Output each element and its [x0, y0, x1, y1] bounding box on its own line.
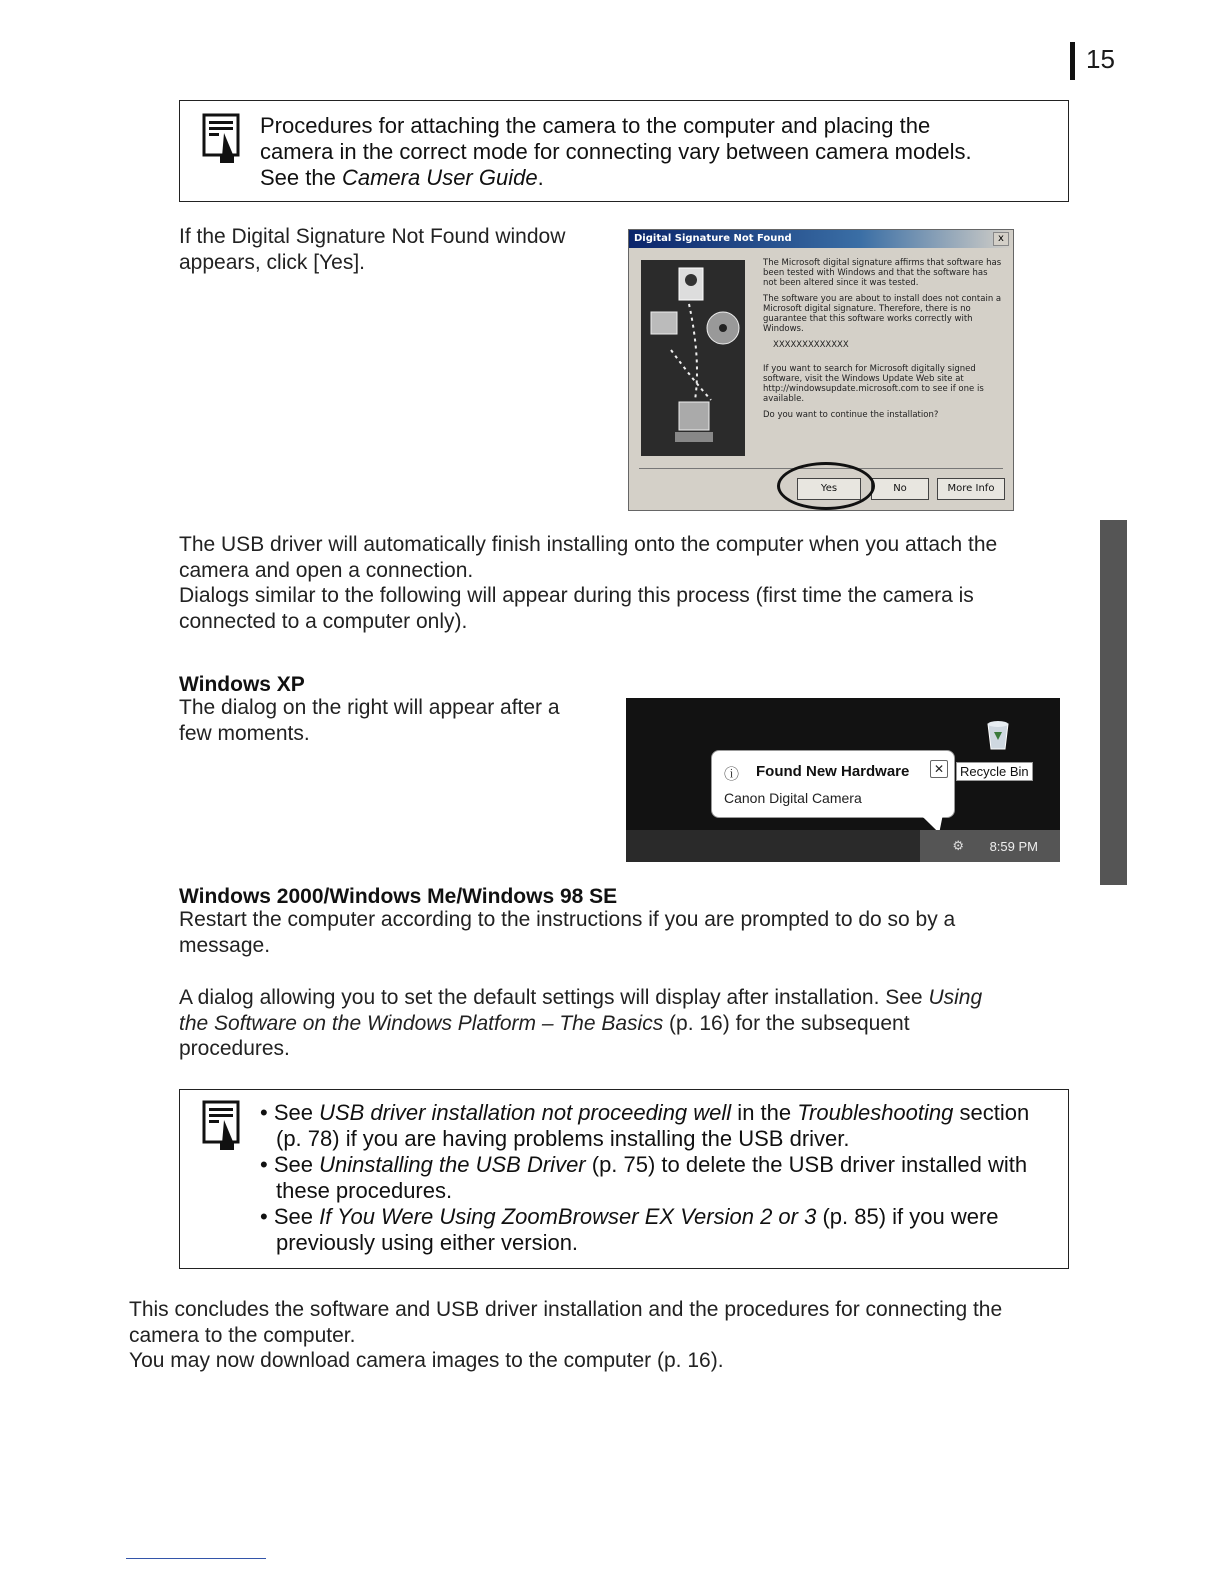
conclusion-paragraph	[129, 1297, 1089, 1374]
dialog-paragraph: The software you are about to install does not contain a Microsoft digital signature. Therefore, there is no guarantee that this software works correctly with Windows.	[763, 294, 1002, 334]
bullet-text: in the	[731, 1100, 798, 1125]
chapter-side-tab	[1100, 520, 1127, 885]
default-settings-paragraph	[179, 985, 1079, 1062]
bullet-text: • See	[260, 1204, 320, 1229]
text-line	[179, 1011, 1079, 1037]
balloon-message: Canon Digital Camera	[724, 790, 862, 806]
troubleshooting-section-reference: Troubleshooting	[797, 1100, 954, 1125]
page-number: 15	[1086, 44, 1115, 74]
note-text	[260, 113, 1060, 191]
windows-2000-text	[179, 907, 1079, 958]
balloon-title: Found New Hardware	[756, 763, 910, 780]
usb-driver-paragraph	[179, 532, 1079, 635]
text-fragment: A dialog allowing you to set the default settings will display after installation. See	[179, 986, 929, 1009]
see-suffix: .	[537, 165, 544, 190]
no-button[interactable]: No	[871, 478, 929, 500]
uninstalling-reference: Uninstalling the USB Driver	[319, 1152, 586, 1177]
camera-user-guide-reference: Camera User Guide	[341, 165, 538, 190]
dialog-title-bar	[629, 230, 1013, 248]
yes-button[interactable]: Yes	[797, 478, 861, 500]
note-line: camera in the correct mode for connecting vary between camera models.	[260, 139, 972, 164]
note-box-camera-modes	[179, 100, 1069, 202]
note-see-line	[260, 165, 1060, 191]
driver-install-illustration	[641, 260, 745, 456]
bullet-text: • See	[260, 1100, 320, 1125]
yes-highlight-circle	[777, 462, 875, 510]
recycle-bin-icon	[982, 716, 1014, 750]
note-line: Procedures for attaching the camera to the computer and placing the	[260, 113, 931, 138]
text-line: procedures.	[179, 1037, 290, 1061]
recycle-bin-label[interactable]: Recycle Bin	[956, 762, 1033, 781]
note-bullet	[260, 1100, 1060, 1152]
bullet-text: section (p. 78) if you are having problems installing the USB driver.	[276, 1100, 1030, 1151]
bullet-text: (p. 75) to delete the USB driver installed with these procedures.	[276, 1152, 1028, 1203]
text-line: few moments.	[179, 721, 310, 745]
signature-instructions	[179, 224, 609, 275]
dialog-question: Do you want to continue the installation?	[763, 410, 939, 420]
text-line: Dialogs similar to the following will appear during this process (first time the camera is	[179, 584, 974, 608]
dialog-product-name: XXXXXXXXXXXXX	[773, 340, 849, 350]
note-bullets	[260, 1100, 1060, 1256]
note-bullet	[260, 1204, 1060, 1256]
bullet-text: (p. 85) if you were previously using either version.	[276, 1204, 999, 1255]
text-line: message.	[179, 933, 271, 957]
found-new-hardware-screenshot	[626, 698, 1060, 862]
text-line: If the Digital Signature Not Found window	[179, 225, 566, 248]
text-line: Restart the computer according to the instructions if you are prompted to do so by a	[179, 908, 956, 931]
see-prefix: See the	[260, 165, 342, 190]
text-line: camera to the computer.	[129, 1323, 356, 1347]
more-info-button[interactable]: More Info	[937, 478, 1005, 500]
windows-2000-heading: Windows 2000/Windows Me/Windows 98 SE	[179, 885, 618, 908]
close-icon[interactable]: ✕	[930, 760, 948, 778]
using-the-software-reference: Using	[928, 986, 983, 1009]
troubleshooting-reference: USB driver installation not proceeding well	[319, 1100, 732, 1125]
text-line: The dialog on the right will appear after a	[179, 696, 560, 719]
memo-icon	[202, 113, 240, 165]
text-fragment: (p. 16) for the subsequent	[663, 1011, 910, 1035]
digital-signature-dialog	[628, 229, 1014, 511]
windows-xp-heading: Windows XP	[179, 673, 305, 696]
page-number-bar	[1070, 42, 1075, 80]
the-basics-reference: the Software on the Windows Platform – The Basics	[179, 1011, 664, 1035]
text-line: You may now download camera images to the computer (p. 16).	[129, 1349, 724, 1373]
text-line: camera and open a connection.	[179, 558, 474, 582]
text-line: The USB driver will automatically finish installing onto the computer when you attach the	[179, 533, 998, 556]
taskbar-clock[interactable]: 8:59 PM	[989, 839, 1038, 854]
info-icon: ⓘ	[724, 765, 740, 783]
dialog-message	[763, 258, 1003, 426]
text-line	[179, 985, 1079, 1011]
note-bullet	[260, 1152, 1060, 1204]
dialog-paragraph: If you want to search for Microsoft digitally signed software, visit the Windows Update Web site at http://windowsupdate.microsoft.com to see if one is available.	[763, 364, 984, 404]
windows-xp-text	[179, 695, 609, 746]
hardware-tray-icon[interactable]: ⚙	[952, 839, 964, 854]
close-icon[interactable]: x	[993, 232, 1009, 246]
balloon-notification[interactable]	[711, 750, 955, 818]
text-line: This concludes the software and USB driver installation and the procedures for connecting the	[129, 1298, 1003, 1321]
dialog-title: Digital Signature Not Found	[634, 233, 792, 244]
footer-rule	[126, 1558, 266, 1559]
text-line: connected to a computer only).	[179, 610, 468, 634]
zoombrowser-reference: If You Were Using ZoomBrowser EX Version 2 or 3	[319, 1204, 817, 1229]
memo-icon	[202, 1100, 240, 1152]
text-line: appears, click [Yes].	[179, 250, 365, 274]
bullet-text: • See	[260, 1152, 320, 1177]
dialog-paragraph: The Microsoft digital signature affirms that software has been tested with Windows and that the software has not been altered since it was tested.	[763, 258, 1002, 288]
note-box-troubleshooting	[179, 1089, 1069, 1269]
